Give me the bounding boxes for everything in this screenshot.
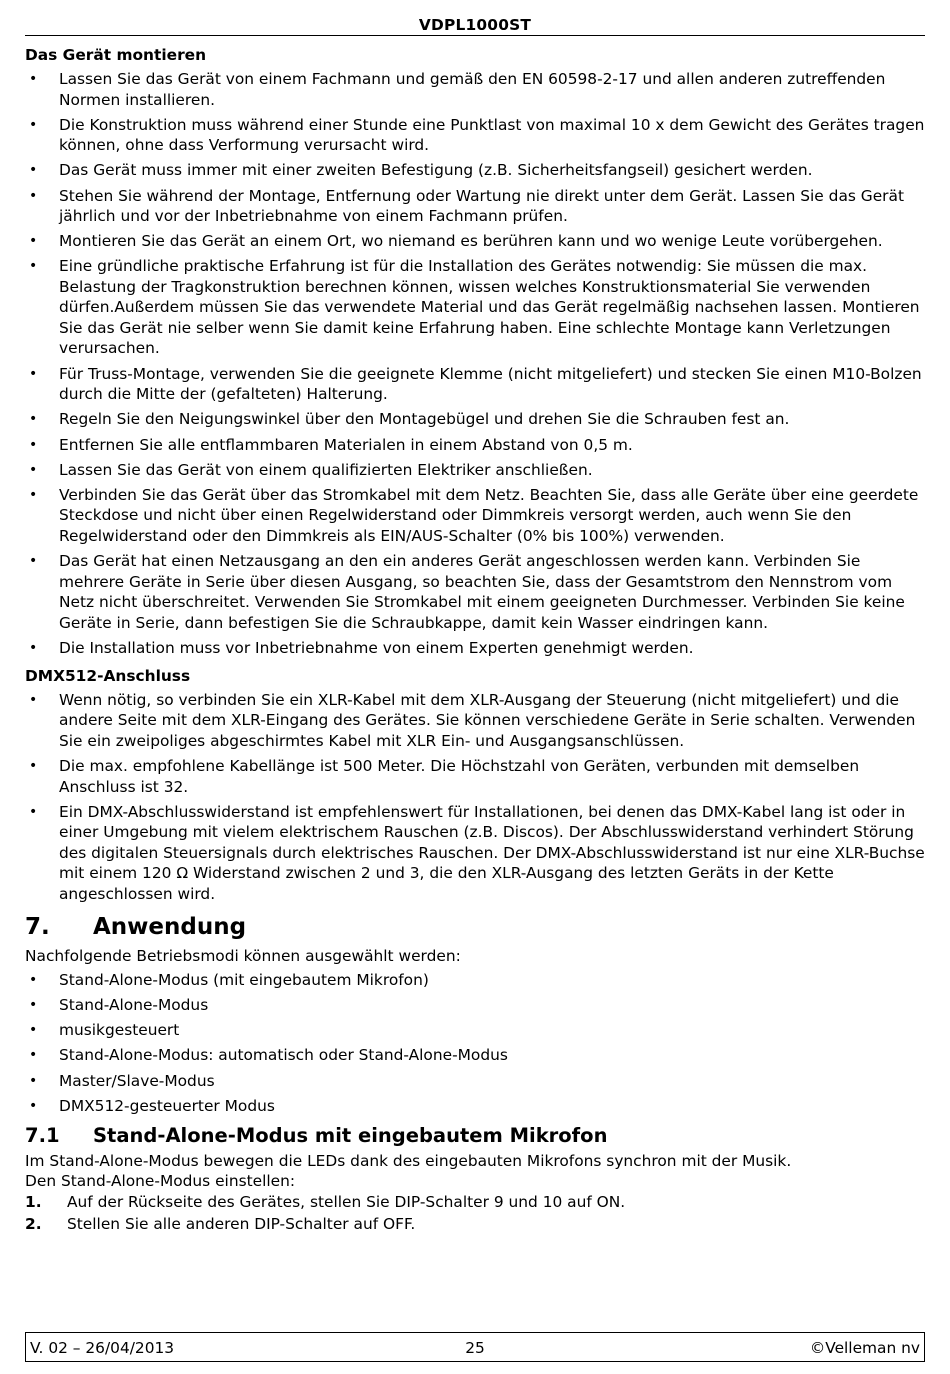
list-item: • Wenn nötig, so verbinden Sie ein XLR-Kabel mit dem XLR-Ausgang der Steuerung (nicht mitgeliefert) und die andere Seite mit dem XLR-Eingang des Gerätes. Sie können verschiedene Geräte in Serie schalten. Verwenden Sie ein zweipoliges abgeschirmtes Kabel mit XLR Ein- und Ausgangsanschlüssen. — [29, 690, 916, 750]
bullet-icon: • — [29, 639, 38, 656]
section-title: Anwendung — [93, 914, 247, 941]
list-item: • Das Gerät hat einen Netzausgang an den ein anderes Gerät angeschlossen werden kann. Verbinden Sie mehrere Geräte in Serie über diesen Ausgang, so beachten Sie, dass der Gesamtstrom den Nennstrom vom Netz nicht überschreitet. Verwenden Sie Stromkabel mit einem geeigneten Durchmesser. Verbinden Sie keine Geräte in Serie, dann befestigen Sie die Schraubkappe, damit kein Wasser eindringen kann. — [29, 552, 905, 632]
list-item: • Die max. empfohlene Kabellänge ist 500 Meter. Die Höchstzahl von Geräten, verbunden mit demselben Anschluss ist 32. — [29, 757, 860, 796]
bullet-icon: • — [29, 758, 38, 775]
bullet-icon: • — [29, 486, 38, 503]
list-item: • Stehen Sie während der Montage, Entfernung oder Wartung nie direkt unter dem Gerät. Lassen Sie das Gerät jährlich und vor der Inbetriebnahme von einem Fachmann prüfen. — [29, 186, 904, 226]
list-item: • Master/Slave-Modus — [29, 1071, 215, 1090]
bullet-icon: • — [29, 258, 38, 275]
list-item: • DMX512-gesteuerter Modus — [29, 1096, 275, 1115]
section-title: Stand-Alone-Modus mit eingebautem Mikrofon — [93, 1123, 608, 1147]
bullet-icon: • — [29, 365, 38, 382]
bullet-icon: • — [29, 187, 38, 204]
steps-list — [25, 1192, 925, 1235]
bullet-icon: • — [29, 553, 38, 570]
section-7-1-paragraph: Den Stand-Alone-Modus einstellen: — [25, 1172, 296, 1191]
dmx-heading: DMX512-Anschluss — [25, 666, 191, 685]
section-7-1-heading — [25, 1121, 925, 1151]
copyright: ©Velleman nv — [809, 1339, 920, 1357]
bullet-icon: • — [29, 1047, 38, 1064]
bullet-icon: • — [29, 162, 38, 179]
bullet-icon: • — [29, 691, 38, 708]
list-item: • Das Gerät muss immer mit einer zweiten Befestigung (z.B. Sicherheitsfangseil) gesichert werden. — [29, 161, 813, 180]
version-date: V. 02 – 26/04/2013 — [30, 1339, 175, 1357]
bullet-icon: • — [29, 1097, 38, 1114]
list-item: • Entfernen Sie alle entflammbaren Materialen in einem Abstand von 0,5 m. — [29, 435, 633, 454]
list-item: • Montieren Sie das Gerät an einem Ort, wo niemand es berühren kann und wo wenige Leute vorübergehen. — [29, 232, 883, 251]
page-header — [25, 12, 925, 36]
bullet-icon: • — [29, 997, 38, 1013]
page-number: 25 — [465, 1339, 485, 1357]
page-footer — [25, 1332, 925, 1362]
bullet-icon: • — [29, 461, 38, 478]
bullet-icon: • — [29, 1072, 38, 1089]
page-body — [25, 42, 925, 1237]
section-7-intro: Nachfolgende Betriebsmodi können ausgewählt werden: — [25, 947, 461, 966]
mounting-heading: Das Gerät montieren — [25, 46, 207, 64]
list-item: • Stand-Alone-Modus — [29, 996, 209, 1014]
list-item: • Die Konstruktion muss während einer Stunde eine Punktlast von maximal 10 x dem Gewicht des Gerätes tragen können, ohne dass Verformung verursacht wird. — [29, 115, 925, 155]
modes-list — [25, 970, 925, 1116]
bullet-icon: • — [29, 116, 38, 133]
list-item: • Für Truss-Montage, verwenden Sie die geeignete Klemme (nicht mitgeliefert) und stecken Sie einen M10-Bolzen durch die Mitte der (gefalteten) Halterung. — [29, 364, 922, 404]
bullet-icon: • — [29, 1022, 38, 1039]
list-item: • Stand-Alone-Modus (mit eingebautem Mikrofon) — [29, 970, 429, 989]
list-item: • Stand-Alone-Modus: automatisch oder Stand-Alone-Modus — [29, 1046, 508, 1065]
list-item: • Lassen Sie das Gerät von einem qualifizierten Elektriker anschließen. — [29, 460, 593, 479]
document-model-title: VDPL1000ST — [418, 16, 532, 34]
step-number: 2. — [25, 1215, 42, 1234]
list-item: • Regeln Sie den Neigungswinkel über den Montagebügel und drehen Sie die Schrauben fest an. — [29, 410, 790, 429]
bullet-icon: • — [29, 971, 38, 988]
section-7-1-paragraph: Im Stand-Alone-Modus bewegen die LEDs dank des eingebauten Mikrofons synchron mit der Musik. — [25, 1151, 792, 1170]
list-item: • Ein DMX-Abschlusswiderstand ist empfehlenswert für Installationen, bei denen das DMX-Kabel lang ist oder in einer Umgebung mit vielem elektrischem Rauschen (z.B. Discos). Der Abschlusswiderstand verhindert Störung des digitalen Steuersignals durch elektrisches Rauschen. Der DMX-Abschlusswiderstand ist nur eine XLR-Buchse mit einem 120 Ω Widerstand zwischen 2 und 3, die den XLR-Ausgang des letzten Geräts in der Kette angeschlossen wird. — [29, 802, 925, 903]
section-number: 7.1 — [25, 1123, 60, 1147]
section-7-heading — [25, 910, 925, 946]
step-item: 1. Auf der Rückseite des Gerätes, stellen Sie DIP-Schalter 9 und 10 auf ON. — [25, 1192, 626, 1211]
mounting-list — [25, 69, 925, 658]
section-number: 7. — [25, 914, 50, 941]
dmx-list — [25, 690, 925, 904]
list-item: • Verbinden Sie das Gerät über das Stromkabel mit dem Netz. Beachten Sie, dass alle Geräte über eine geerdete Steckdose und nicht über einen Regelwiderstand oder Dimmkreis versorgt werden, auch wenn Sie den Regelwiderstand oder den Dimmkreis als EIN/AUS-Schalter (0% bis 100%) verwenden. — [29, 485, 919, 545]
step-item: 2. Stellen Sie alle anderen DIP-Schalter auf OFF. — [25, 1215, 416, 1234]
list-item: • Die Installation muss vor Inbetriebnahme von einem Experten genehmigt werden. — [29, 638, 694, 657]
list-item: • Lassen Sie das Gerät von einem Fachmann und gemäß den EN 60598-2-17 und allen anderen zutreffenden Normen installieren. — [29, 70, 886, 109]
bullet-icon: • — [29, 411, 38, 428]
bullet-icon: • — [29, 436, 38, 453]
bullet-icon: • — [29, 71, 38, 87]
list-item: • Eine gründliche praktische Erfahrung ist für die Installation des Gerätes notwendig: Sie müssen die max. Belastung der Tragkonstruktion berechnen können, wissen welches Konstruktionsmaterial Sie verwenden dürfen.Außerdem müssen Sie das verwendete Material und das Gerät regelmäßig nachsehen lassen. Montieren Sie das Gerät nie selber wenn Sie damit keine Erfahrung haben. Eine schlechte Montage kann Verletzungen verursachen. — [29, 257, 920, 358]
list-item: • musikgesteuert — [29, 1021, 180, 1040]
bullet-icon: • — [29, 233, 38, 250]
step-number: 1. — [25, 1192, 42, 1211]
bullet-icon: • — [29, 803, 38, 820]
